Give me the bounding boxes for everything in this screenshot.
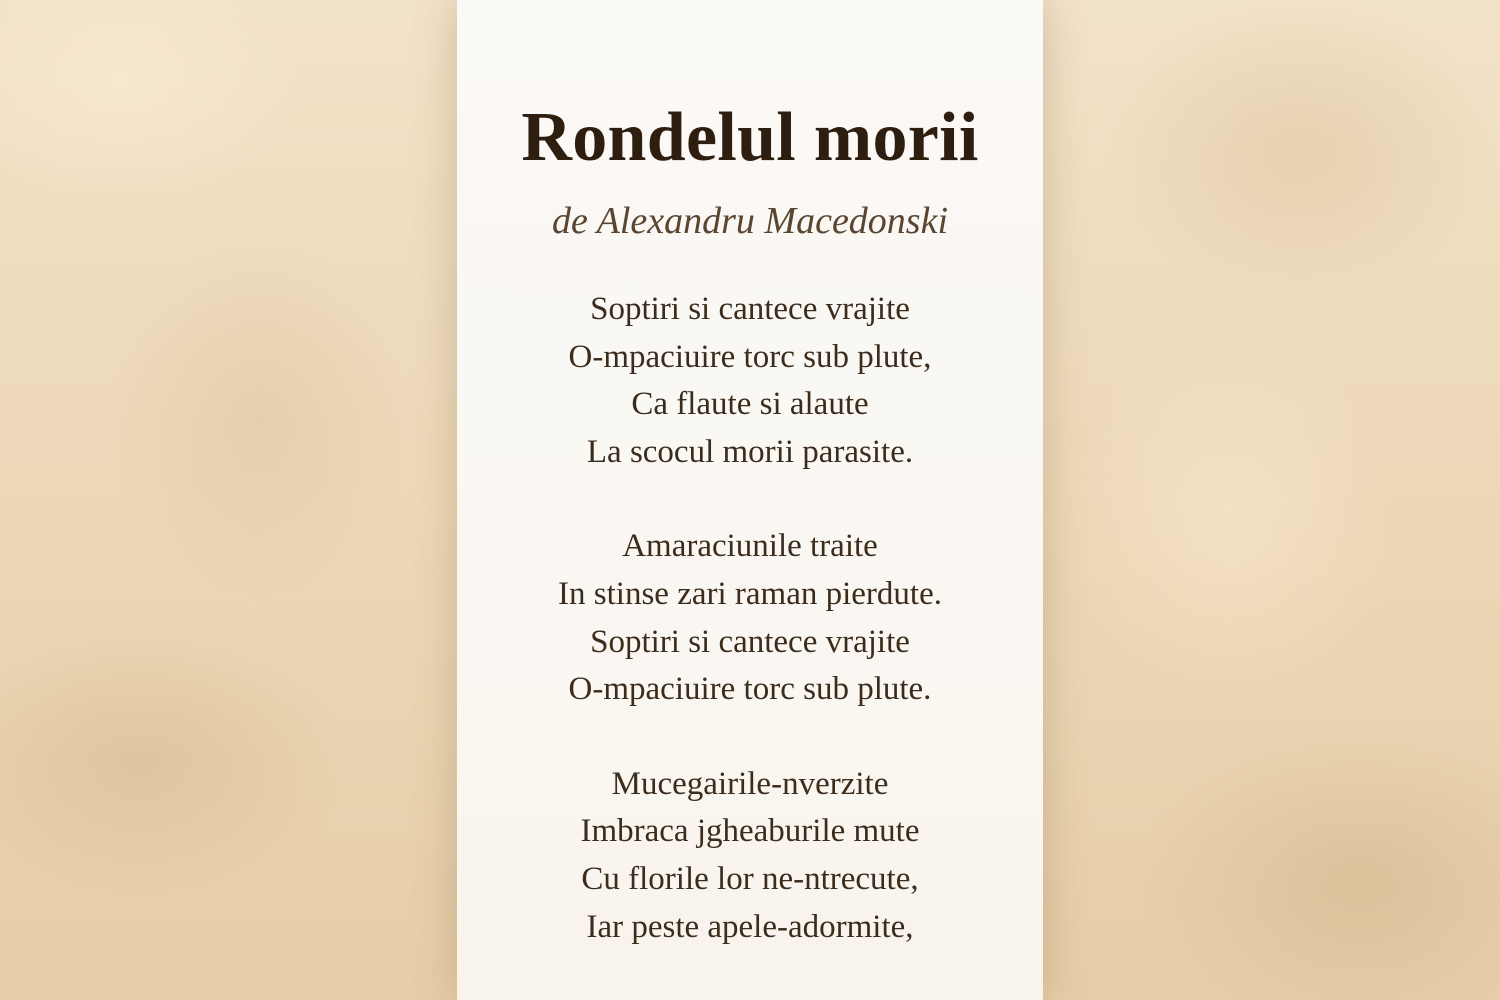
- poem-line: Soptiri si cantece vrajite: [590, 291, 910, 327]
- poem-line: Iar peste apele-adormite,: [586, 908, 914, 945]
- poem-line: Imbraca jgheaburile mute: [580, 813, 920, 850]
- poem-line: Cu florile lor ne-ntrecute,: [581, 860, 919, 897]
- poem-line: O-mpaciuire torc sub plute,: [568, 338, 932, 375]
- poem-line: Mucegairile-nverzite: [611, 765, 889, 802]
- stanza-3: [457, 761, 1043, 951]
- poem-author: de Alexandru Macedonski: [551, 200, 949, 242]
- poem-body: [457, 286, 1043, 951]
- poem-line: In stinse zari raman pierdute.: [558, 575, 942, 612]
- stanza-1: [457, 286, 1043, 476]
- poem-line: La scocul morii parasite.: [586, 433, 914, 470]
- poem-title: Rondelul morii: [521, 99, 979, 176]
- stanza-2: [457, 523, 1043, 713]
- poem-line: Soptiri si cantece vrajite: [590, 623, 910, 660]
- poem-line: O-mpaciuire torc sub plute.: [568, 671, 932, 708]
- poem-line: Amaraciunile traite: [622, 528, 878, 565]
- poem-line: Ca flaute si alaute: [631, 386, 869, 423]
- poem-page: [457, 0, 1043, 1000]
